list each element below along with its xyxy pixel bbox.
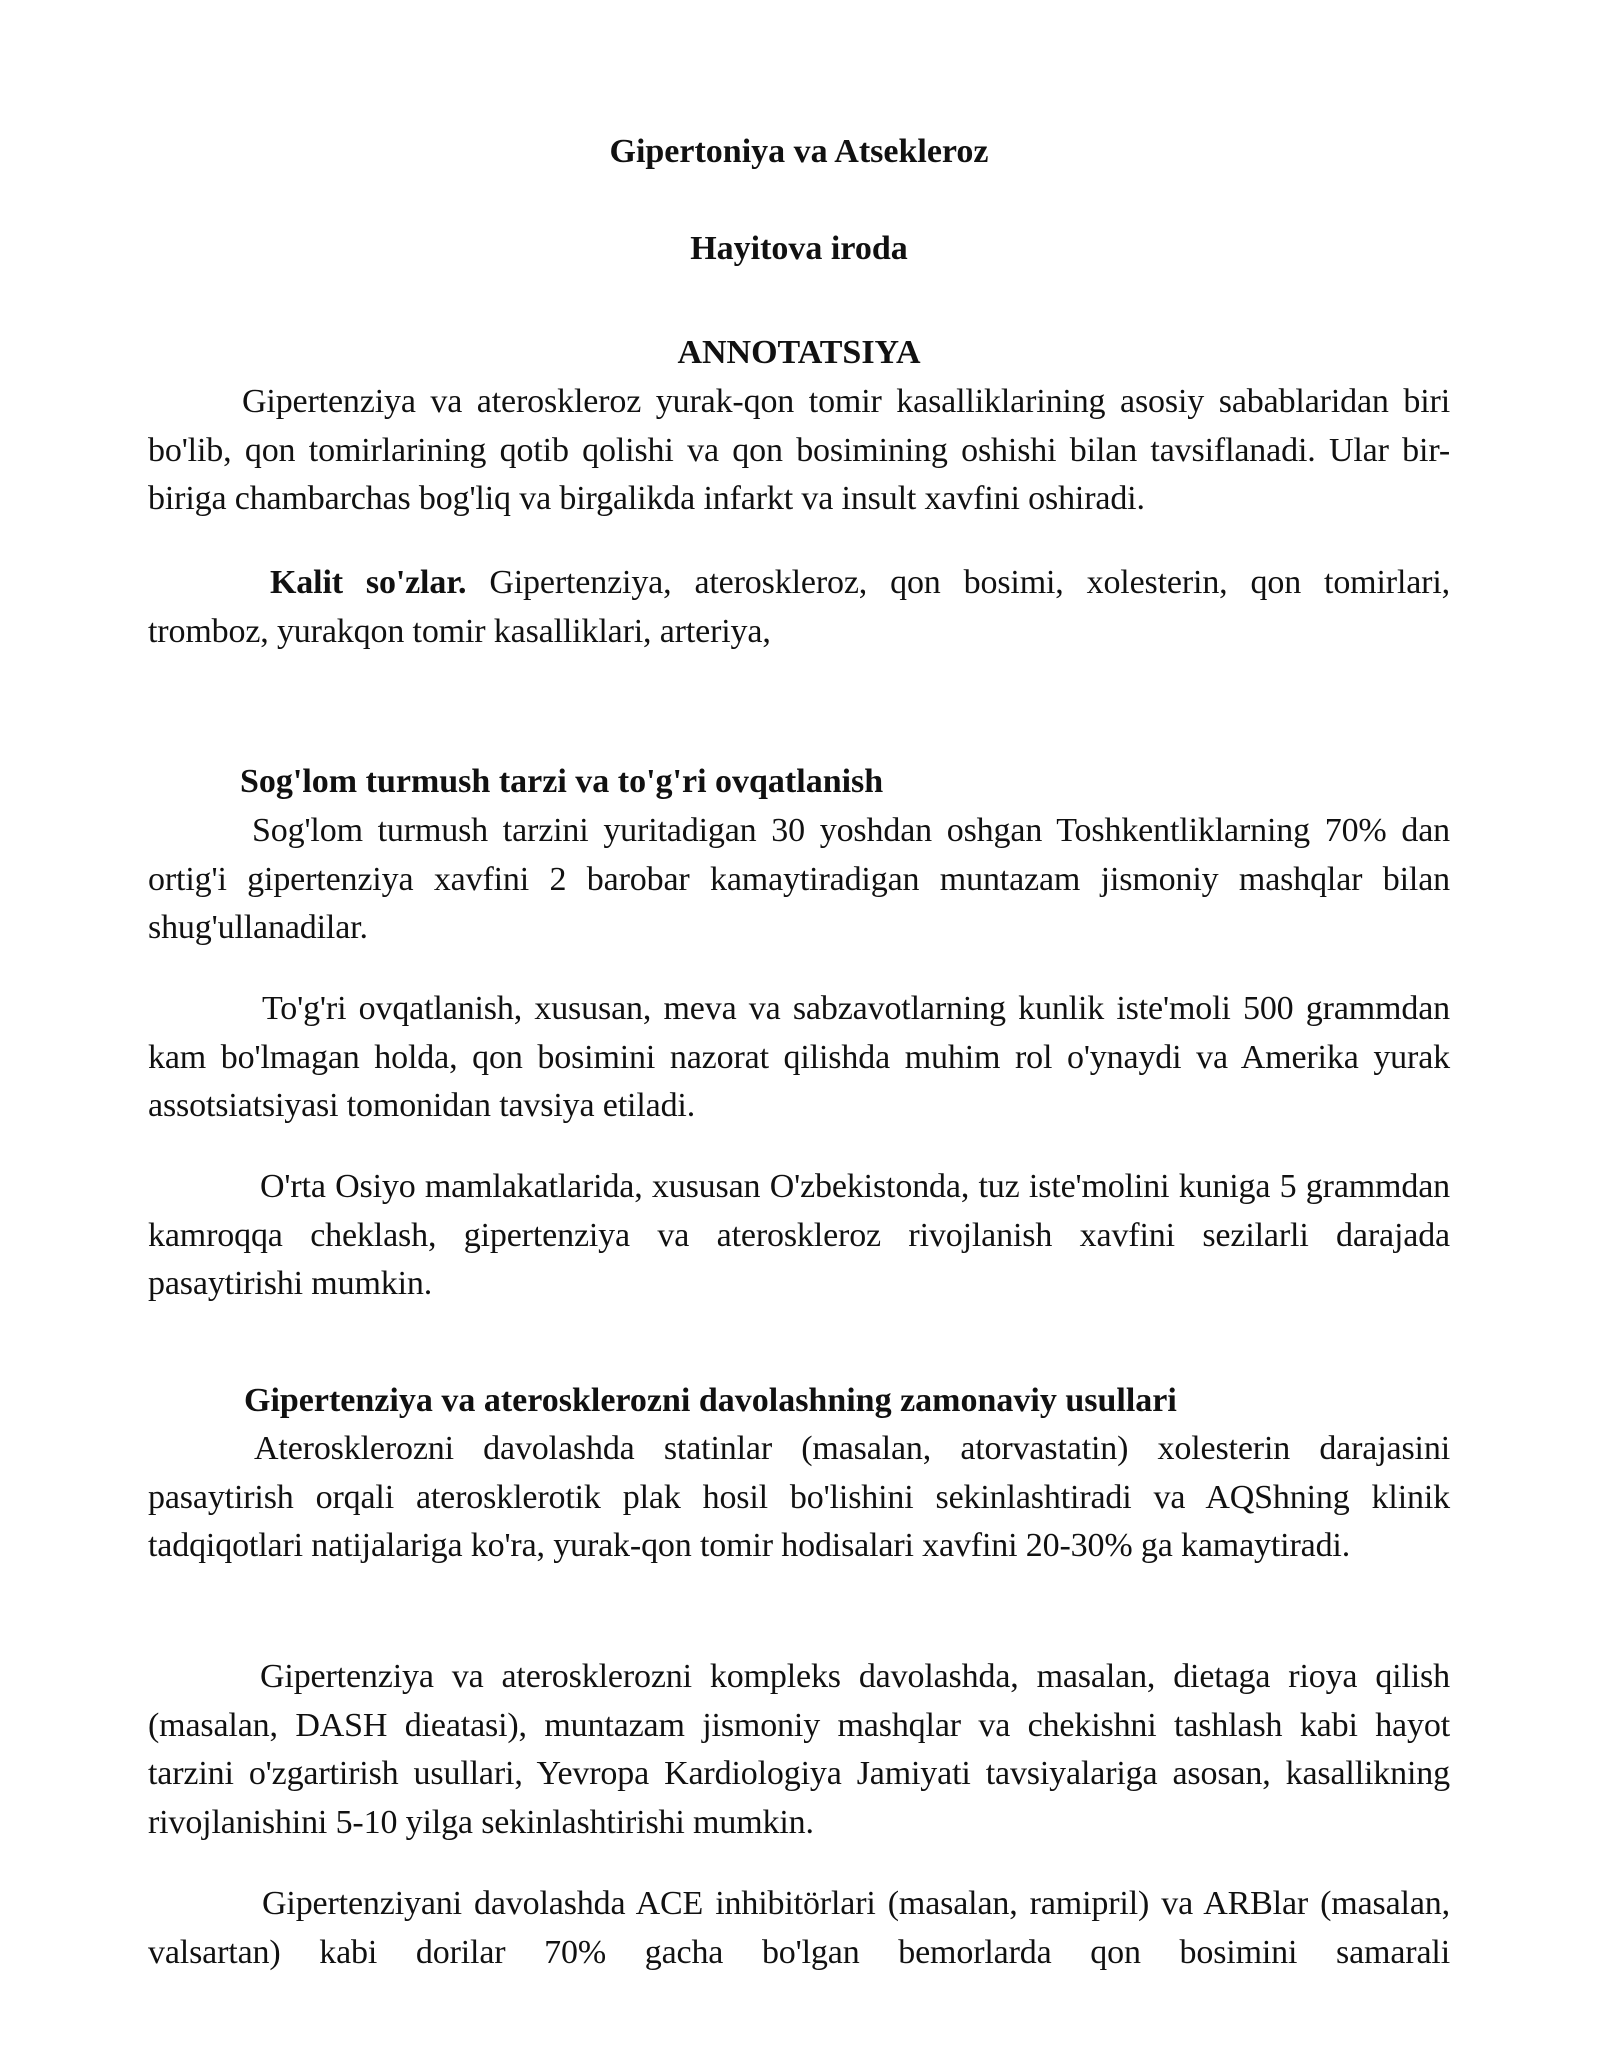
document-title: Gipertoniya va Atsekleroz — [609, 133, 989, 170]
section2-paragraph-2: Gipertenziya va aterosklerozni kompleks davolashda, masalan, dietaga rioya qilish (masalan, DASH dieatasi), muntazam jismoniy mashqlar va chekishni tashlash kabi hayot tarzini o'zgartirish usullari, Yevropa Kardiologiya Jamiyati tavsiyalariga asosan, kasallikning rivojlanishini 5-10 yilga sekinlashtirishi mumkin. — [148, 1658, 1450, 1841]
section1-paragraph-1: Sog'lom turmush tarzini yuritadigan 30 yoshdan oshgan Toshkentliklarning 70% dan ortig'i gipertenziya xavfini 2 barobar kamaytiradigan muntazam jismoniy mashqlar bilan shug'ullanadilar. — [148, 812, 1450, 946]
keywords-text: Gipertenziya, ateroskleroz, qon bosimi, xolesterin, qon tomirlari, tromboz, yurakqon tomir kasalliklari, arteriya, — [148, 564, 1450, 650]
keywords-label: Kalit so'zlar. — [270, 564, 467, 601]
keywords-paragraph — [148, 559, 1450, 656]
document-author: Hayitova iroda — [690, 230, 908, 267]
section2-paragraph-1: Aterosklerozni davolashda statinlar (masalan, atorvastatin) xolesterin darajasini pasaytirish orqali aterosklerotik plak hosil bo'lishini sekinlashtiradi va AQShning klinik tadqiqotlari natijalariga ko'ra, yurak-qon tomir hodisalari xavfini 20-30% ga kamaytiradi. — [148, 1430, 1450, 1564]
section1-paragraph-3: O'rta Osiyo mamlakatlarida, xususan O'zbekistonda, tuz iste'molini kuniga 5 grammdan kamroqqa cheklash, gipertenziya va ateroskleroz rivojlanish xavfini sezilarli darajada pasaytirishi mumkin. — [148, 1168, 1450, 1302]
annotation-heading: ANNOTATSIYA — [677, 334, 921, 371]
section1-paragraph-2: To'g'ri ovqatlanish, xususan, meva va sabzavotlarning kunlik iste'moli 500 grammdan kam bo'lmagan holda, qon bosimini nazorat qilishda muhim rol o'ynaydi va Amerika yurak assotsiatsiyasi tomonidan tavsiya etiladi. — [148, 990, 1450, 1124]
section-heading-healthy-lifestyle: Sog'lom turmush tarzi va to'g'ri ovqatlanish — [240, 763, 884, 800]
section2-paragraph-3: Gipertenziyani davolashda ACE inhibitörlari (masalan, ramipril) va ARBlar (masalan, valsartan) kabi dorilar 70% gacha bo'lgan bemorlarda qon bosimini samarali — [148, 1885, 1450, 1971]
section-heading-modern-treatment: Gipertenziya va aterosklerozni davolashning zamonaviy usullari — [244, 1382, 1177, 1419]
annotation-paragraph: Gipertenziya va ateroskleroz yurak-qon tomir kasalliklarining asosiy sabablaridan biri bo'lib, qon tomirlarining qotib qolishi va qon bosimining oshishi bilan tavsiflanadi. Ular bir-biriga chambarchas bog'liq va birgalikda infarkt va insult xavfini oshiradi. — [148, 383, 1450, 517]
